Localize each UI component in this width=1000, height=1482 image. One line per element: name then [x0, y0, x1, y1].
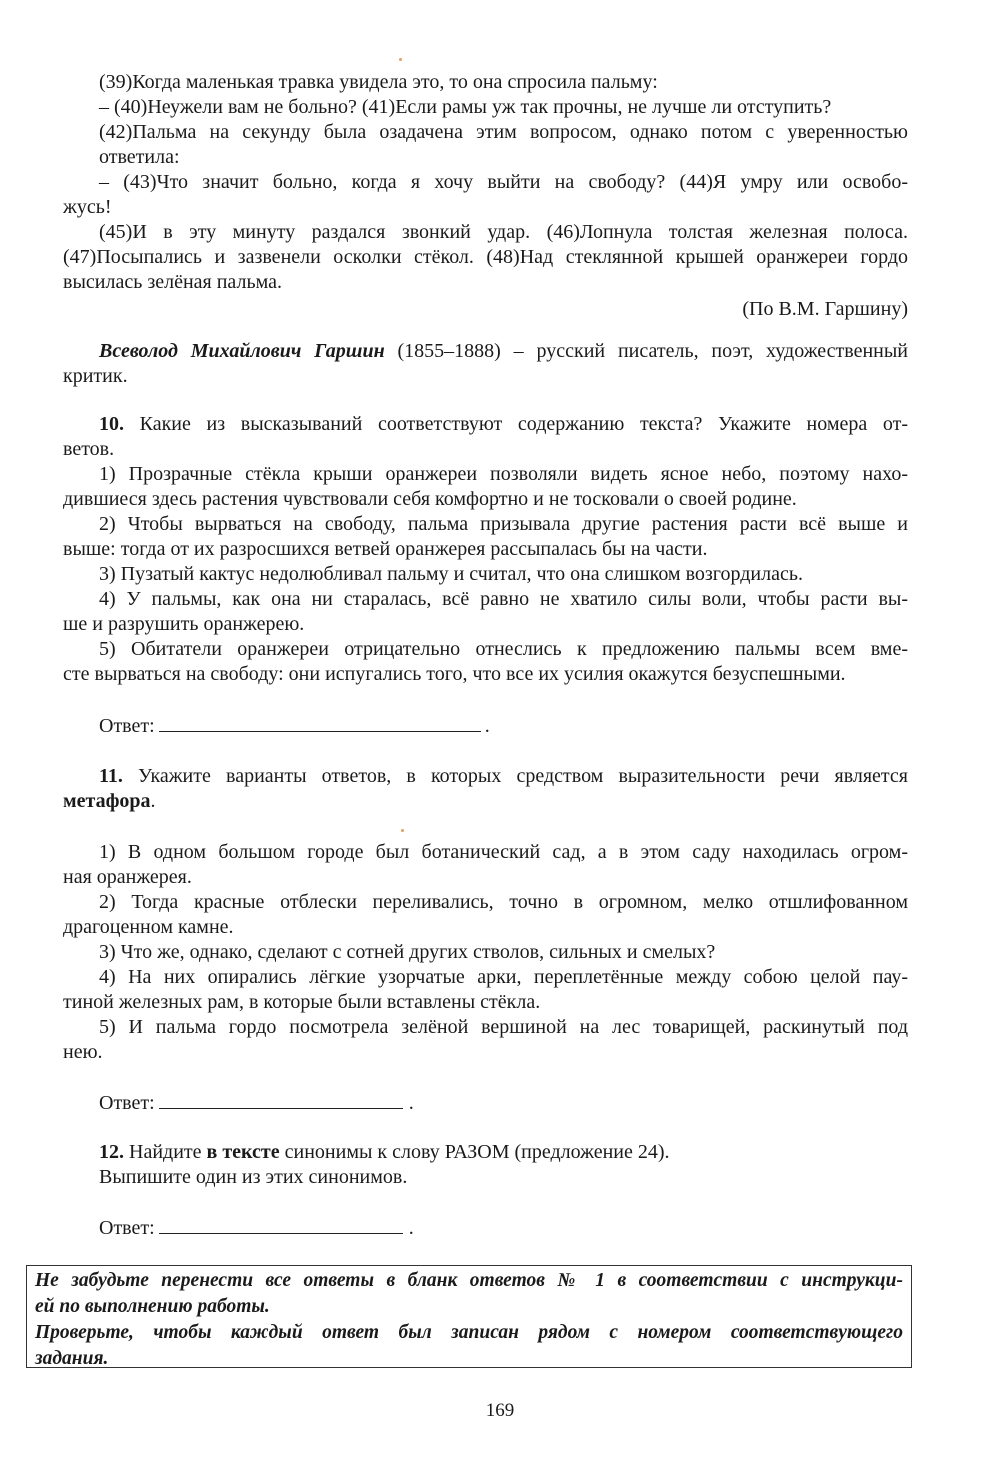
sentence-42-b: ответила:	[99, 146, 180, 168]
question-11-text: Укажите варианты ответов, в которых средством выразительности речи является	[122, 765, 908, 787]
q10-option-1a: 1) Прозрачные стёкла крыши оранжереи позволяли видеть ясное небо, поэтому нахо-	[99, 463, 908, 485]
question-12	[99, 1140, 908, 1190]
q12-answer-end: .	[408, 1217, 414, 1239]
sentence-43-block	[99, 170, 908, 195]
q11-option-5a: 5) И пальма гордо посмотрела зелёной вершиной на лес товарищей, раскинутый под	[99, 1016, 908, 1038]
question-11-end: .	[150, 790, 156, 812]
sentence-45-c: высилась зелёная пальма.	[63, 271, 282, 293]
q11-option-3: 3) Что же, однако, сделают с сотней других стволов, сильных и смелых?	[99, 941, 716, 963]
sentence-40: – (40)Неужели вам не больно? (41)Если рамы уж так прочны, не лучше ли отступить?	[99, 96, 832, 118]
q11-option-4b: тиной железных рам, в которые были вставлены стёкла.	[63, 991, 541, 1013]
q10-answer-row	[99, 713, 490, 739]
sentence-43-a: – (43)Что значит больно, когда я хочу выйти на свободу? (44)Я умру или освобо-	[99, 171, 908, 193]
author-bio-line2: критик.	[63, 365, 128, 387]
q12-answer-label: Ответ:	[99, 1217, 155, 1239]
page-number: 169	[485, 1400, 515, 1421]
q10-answer-label: Ответ:	[99, 715, 155, 737]
q12-answer-row	[99, 1215, 414, 1241]
q11-option-5b: нею.	[63, 1041, 103, 1063]
sentence-47-block	[63, 245, 908, 295]
sentence-42-a: (42)Пальма на секунду была озадачена этим вопросом, однако потом с уверенностью	[99, 121, 908, 143]
q10-option-2b: выше: тогда от их разросшихся ветвей оранжерея рассыпалась бы на части.	[63, 538, 708, 560]
question-12-text-a: Найдите	[124, 1141, 207, 1163]
q10-option-4b: ше и разрушить оранжерею.	[63, 613, 305, 635]
sentence-39: (39)Когда маленькая травка увидела это, то она спросила пальму:	[99, 71, 658, 93]
sentence-43-b: жусь!	[63, 196, 112, 218]
question-10-text: Какие из высказываний соответствуют содержанию текста? Укажите номера от-	[124, 413, 908, 435]
question-11	[99, 764, 908, 789]
sentence-45-b: (47)Посыпались и зазвенели осколки стёкол. (48)Над стеклянной крышей оранжереи гордо	[63, 246, 908, 268]
author-bio-line1: (1855–1888) – русский писатель, поэт, художественный	[384, 340, 908, 362]
q10-option-5a: 5) Обитатели оранжереи отрицательно отнеслись к предложению пальмы всем вме-	[99, 638, 908, 660]
question-12-text-b: синонимы к слову РАЗОМ (предложение 24).	[279, 1141, 670, 1163]
q11-answer-row	[99, 1090, 414, 1116]
reminder-box	[26, 1265, 912, 1368]
sentence-45-a: (45)И в эту минуту раздался звонкий удар. (46)Лопнула толстая железная полоса.	[99, 221, 908, 243]
sentence-43-b-block	[63, 195, 872, 220]
reminder-line-2: ей по выполнению работы.	[35, 1296, 270, 1317]
q11-option-4a: 4) На них опирались лёгкие узорчатые арки, переплетённые между собою целой пау-	[99, 966, 908, 988]
question-11-number: 11.	[99, 765, 123, 787]
q10-answer-field[interactable]	[159, 713, 481, 732]
question-10-body	[63, 437, 908, 687]
question-12-instruction: Выпишите один из этих синонимов.	[99, 1166, 408, 1188]
q11-answer-field[interactable]	[159, 1090, 403, 1109]
scan-speck	[399, 58, 402, 61]
question-12-keyword: в тексте	[206, 1141, 280, 1163]
author-bio-cont	[63, 364, 872, 389]
q11-answer-end: .	[408, 1092, 414, 1114]
q10-option-3: 3) Пузатый кактус недолюбливал пальму и считал, что она слишком возгордилась.	[99, 563, 803, 585]
q10-option-1b: дившиеся здесь растения чувствовали себя комфортно и не тосковали о своей родине.	[63, 488, 797, 510]
question-12-number: 12.	[99, 1141, 124, 1163]
q10-option-4a: 4) У пальмы, как она ни старалась, всё равно не хватило силы воли, чтобы расти вы-	[99, 588, 908, 610]
q11-answer-label: Ответ:	[99, 1092, 155, 1114]
q10-option-5b: сте вырваться на свободу: они испугались того, что все их усилия окажутся безуспешными.	[63, 663, 846, 685]
source-attribution: (По В.М. Гаршину)	[742, 298, 908, 320]
question-11-options	[63, 840, 908, 1065]
q12-answer-field[interactable]	[159, 1215, 403, 1234]
q10-option-2a: 2) Чтобы вырваться на свободу, пальма призывала другие растения расти всё выше и	[99, 513, 908, 535]
question-10	[99, 412, 908, 437]
question-10-number: 10.	[99, 413, 124, 435]
q11-option-2a: 2) Тогда красные отблески переливались, точно в огромном, мелко отшлифованном	[99, 891, 908, 913]
q11-option-2b: драгоценном камне.	[63, 916, 234, 938]
author-bio	[99, 339, 908, 364]
q10-answer-end: .	[484, 715, 490, 737]
author-name: Всеволод Михайлович Гаршин	[99, 340, 385, 362]
scan-speck	[401, 829, 404, 832]
reminder-line-4: задания.	[35, 1348, 109, 1369]
question-11-keyword: метафора	[63, 790, 151, 812]
reminder-line-1: Не забудьте перенести все ответы в бланк ответов № 1 в соответствии с инструкци-	[35, 1270, 903, 1291]
reminder-line-3: Проверьте, чтобы каждый ответ был записан рядом с номером соответствующего	[35, 1322, 903, 1343]
sentence-45-block	[99, 220, 908, 245]
q11-option-1a: 1) В одном большом городе был ботанический сад, а в этом саду находилась огром-	[99, 841, 908, 863]
story-text	[99, 70, 908, 170]
question-10-text-cont: ветов.	[63, 438, 115, 460]
q11-option-1b: ная оранжерея.	[63, 866, 192, 888]
question-11-cont	[63, 789, 908, 814]
